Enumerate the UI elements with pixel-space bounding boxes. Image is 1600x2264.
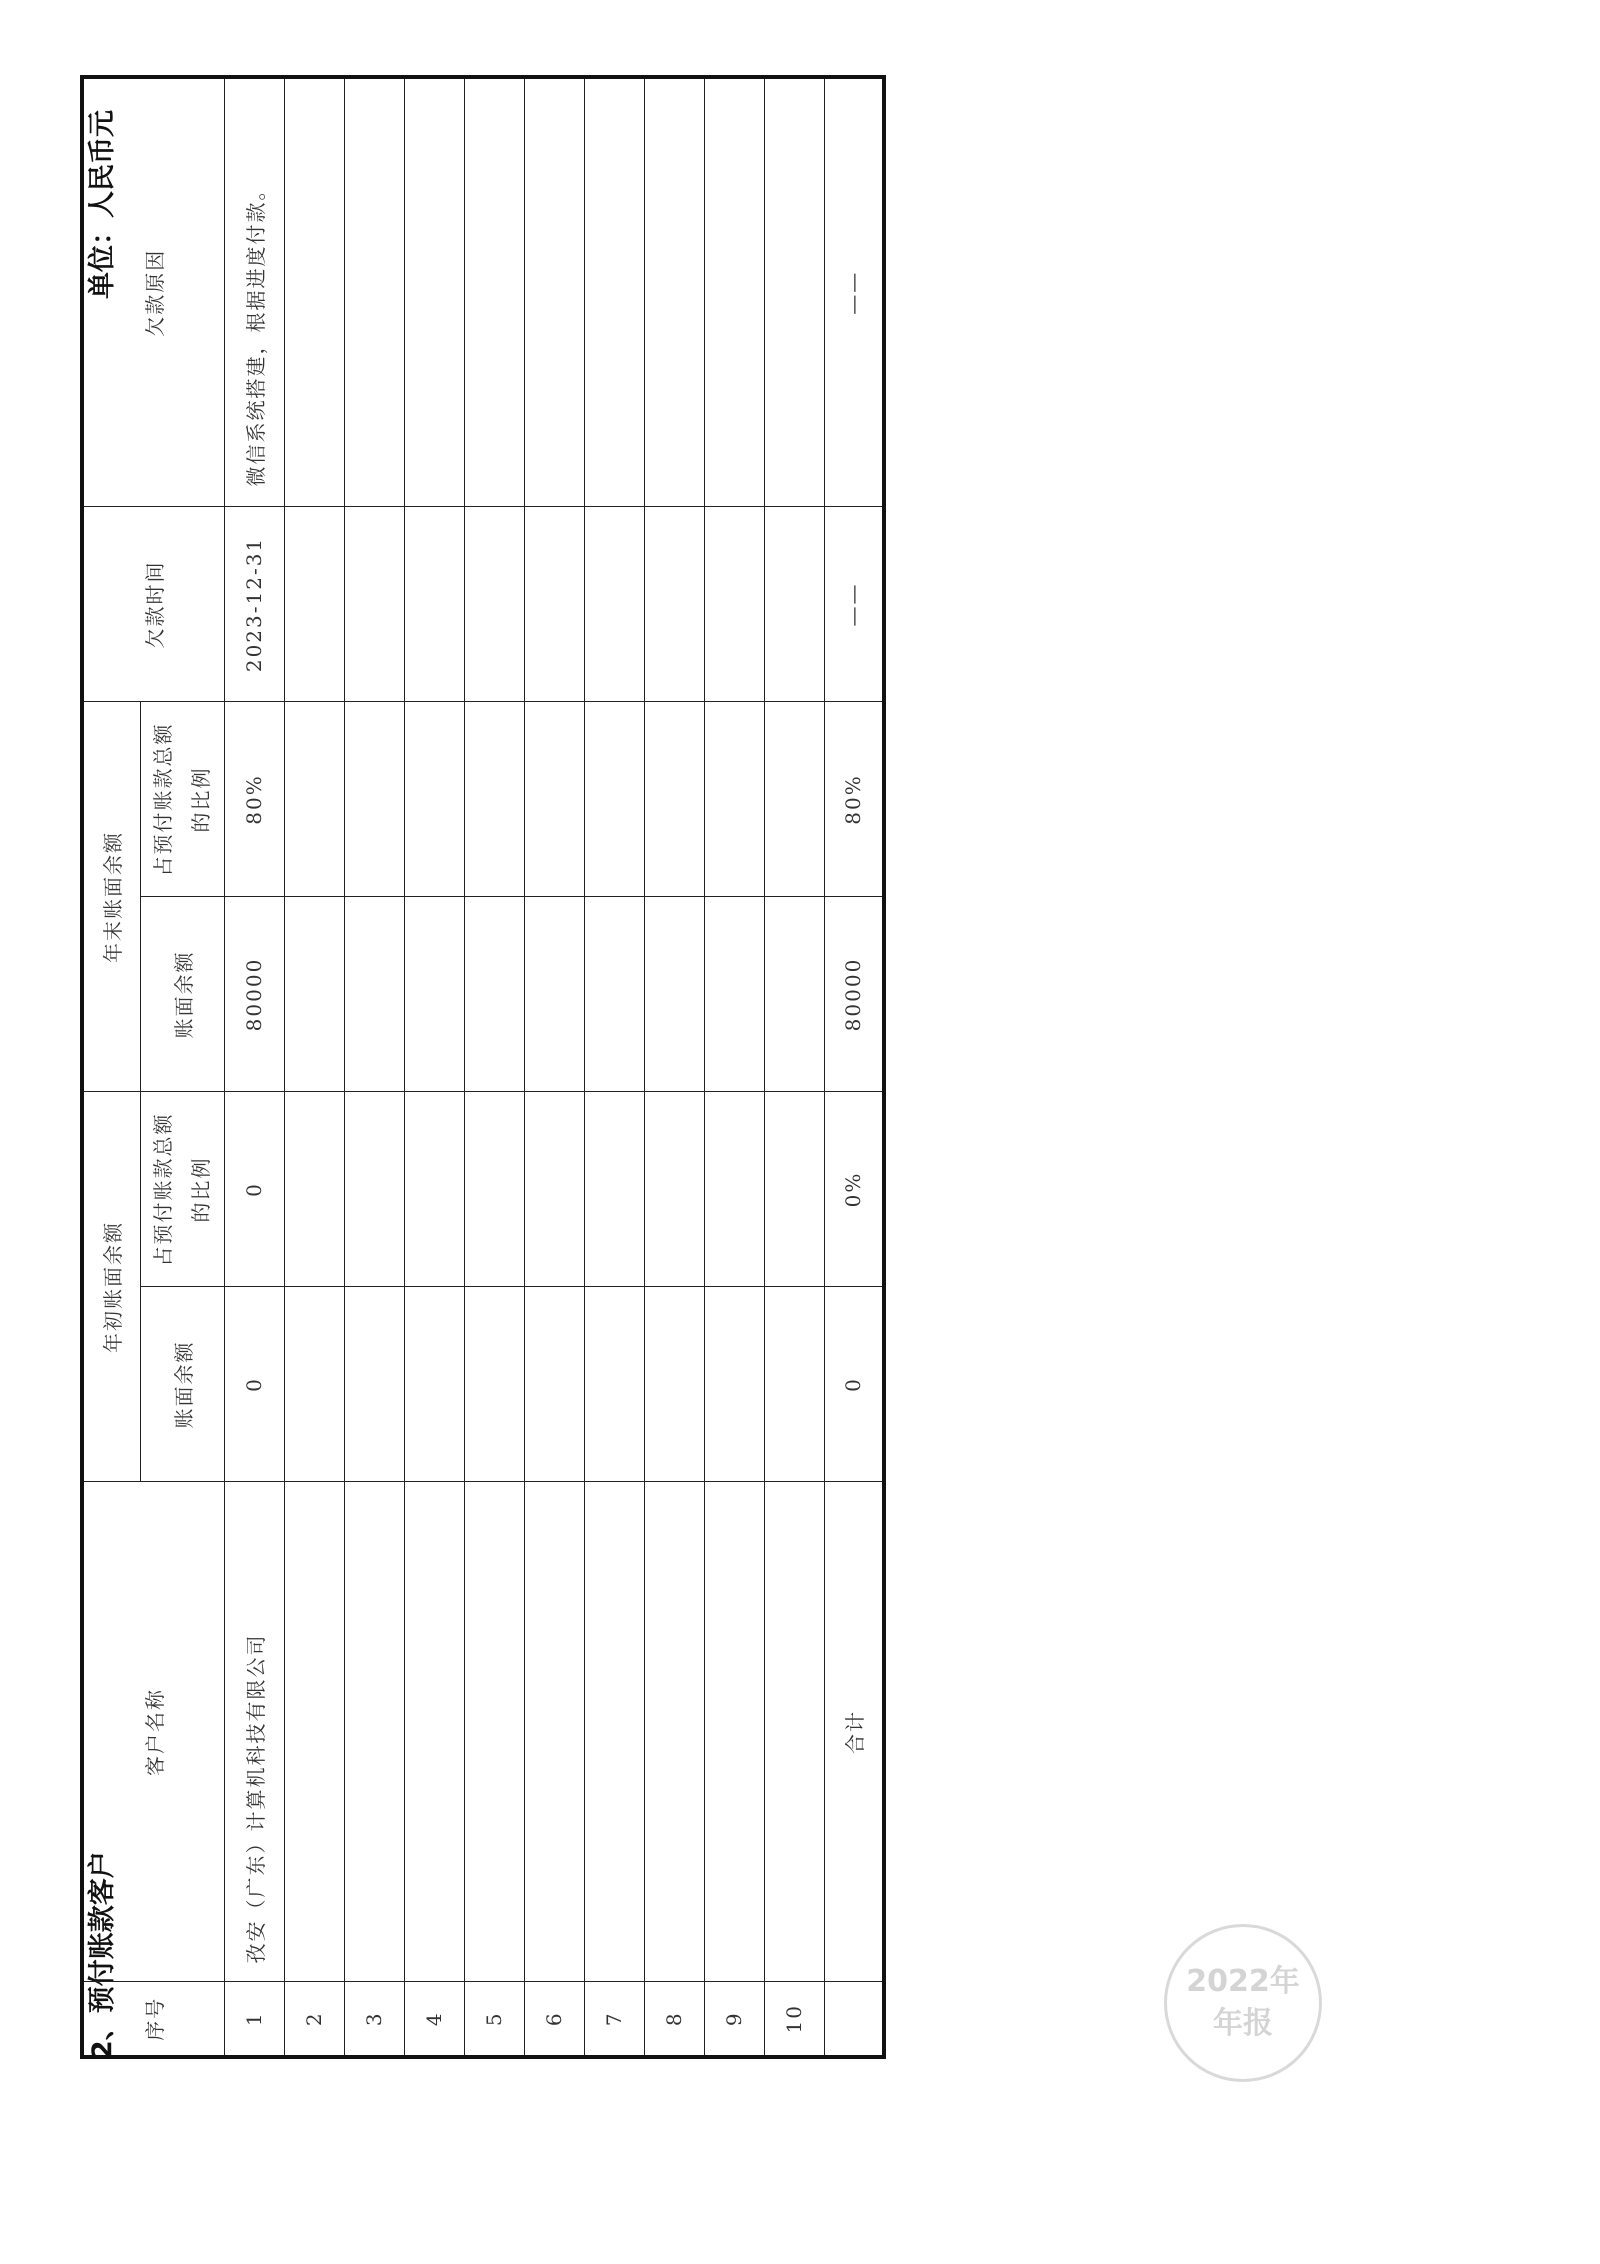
header-end-ratio: 占预付账款总额的比例 — [140, 702, 224, 897]
table-row — [224, 77, 284, 2057]
row-begin-ratio: 0 — [224, 1092, 284, 1287]
total-begin-balance: 0 — [824, 1287, 884, 1482]
table-row — [524, 77, 584, 2057]
row-seq: 5 — [464, 1982, 524, 2057]
header-customer: 客户名称 — [82, 1482, 224, 1982]
unit-label: 单位：人民币元 — [87, 110, 118, 299]
prepayment-table — [80, 75, 886, 2059]
total-begin-ratio: 0% — [824, 1092, 884, 1287]
header-seq: 序号 — [82, 1982, 224, 2057]
table-row — [644, 77, 704, 2057]
row-seq: 3 — [344, 1982, 404, 2057]
row-end-balance: 80000 — [224, 897, 284, 1092]
total-label: 合计 — [824, 1482, 884, 1982]
watermark-line1: 2022年 — [1186, 1964, 1300, 1999]
row-seq: 10 — [764, 1982, 824, 2057]
header-owed-time: 欠款时间 — [82, 507, 224, 702]
row-end-ratio: 80% — [224, 702, 284, 897]
row-seq: 6 — [524, 1982, 584, 2057]
row-seq: 1 — [224, 1982, 284, 2057]
row-owed-time: 2023-12-31 — [224, 507, 284, 702]
total-end-balance: 80000 — [824, 897, 884, 1092]
annual-report-watermark — [1164, 1924, 1322, 2082]
row-begin-balance: 0 — [224, 1287, 284, 1482]
section-title: 2、预付账款客户 — [87, 1851, 118, 2059]
table-row — [344, 77, 404, 2057]
table-row — [764, 77, 824, 2057]
watermark-line2: 年报 — [1213, 2006, 1273, 2041]
header-begin-balance: 账面余额 — [140, 1287, 224, 1482]
total-end-ratio: 80% — [824, 702, 884, 897]
total-owed-reason: —— — [824, 77, 884, 507]
row-seq: 2 — [284, 1982, 344, 2057]
table-row — [464, 77, 524, 2057]
total-row — [824, 77, 884, 2057]
row-owed-reason: 微信系统搭建，根据进度付款。 — [224, 77, 284, 507]
table-row — [404, 77, 464, 2057]
row-customer: 孜安（广东）计算机科技有限公司 — [224, 1482, 284, 1982]
header-end-balance: 账面余额 — [140, 897, 224, 1092]
header-begin-ratio: 占预付账款总额的比例 — [140, 1092, 224, 1287]
header-begin-group: 年初账面余额 — [82, 1092, 140, 1482]
table-row — [284, 77, 344, 2057]
table-row — [704, 77, 764, 2057]
table-row — [584, 77, 644, 2057]
header-owed-reason: 欠款原因 — [82, 77, 224, 507]
total-owed-time: —— — [824, 507, 884, 702]
row-seq: 9 — [704, 1982, 764, 2057]
row-seq: 7 — [584, 1982, 644, 2057]
row-seq: 4 — [404, 1982, 464, 2057]
header-end-group: 年末账面余额 — [82, 702, 140, 1092]
row-seq: 8 — [644, 1982, 704, 2057]
